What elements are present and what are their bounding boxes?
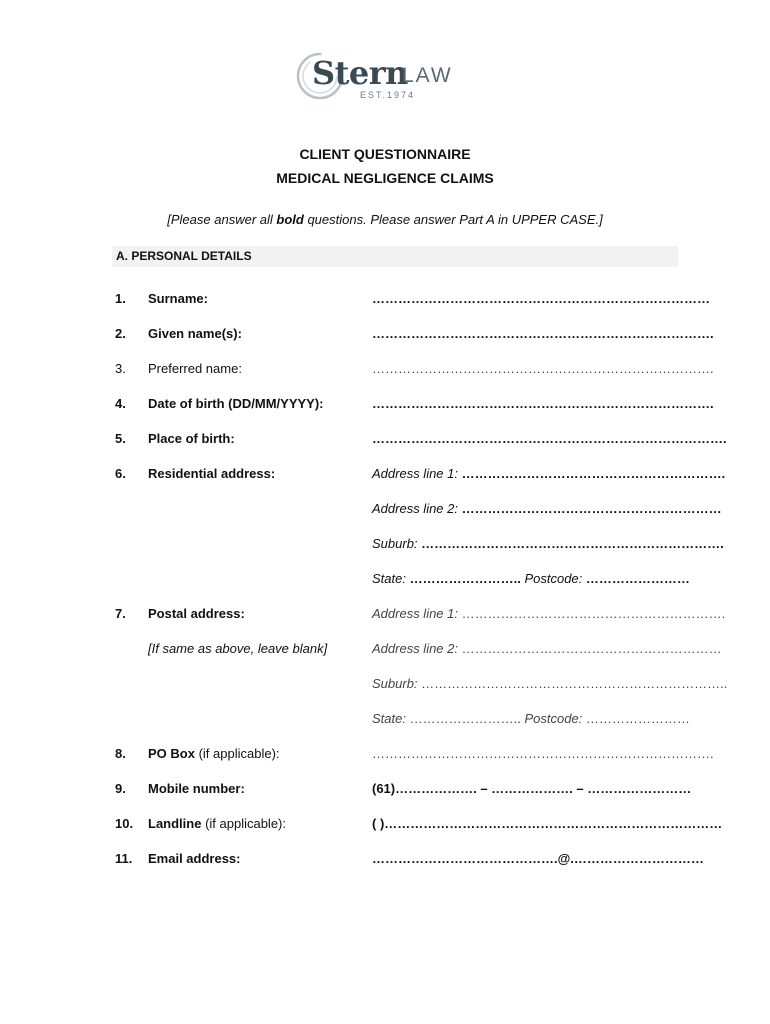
field-preferred-name: 3. Preferred name: ……………………………………………………………………. — [115, 361, 714, 376]
residential-state-postcode-row — [0, 571, 770, 591]
email-address-input[interactable]: …………………………………….@.………………………… — [372, 851, 704, 866]
instruction-bold-word: bold — [276, 212, 304, 227]
field-landline: 10. Landline (if applicable): ( )…………………………………………………………………… — [115, 816, 723, 831]
date-of-birth-input[interactable]: ……………………………………………………………………. — [372, 396, 714, 411]
field-postal-address: 7. Postal address: Address line 1: ……………………………………………………. — [115, 606, 726, 621]
logo-law-text: LAW — [402, 64, 453, 87]
field-place-of-birth: 5. Place of birth: ………………………………………………………………………. — [115, 431, 727, 446]
residential-suburb[interactable]: Suburb: ……………………………………………………………. — [372, 536, 724, 551]
logo-brand-text: Stern — [312, 54, 408, 92]
mobile-number-input[interactable]: (61)………………. – ………………. – …………………… — [372, 781, 692, 796]
given-names-input[interactable]: ……………………………………………………………………. — [372, 326, 714, 341]
section-a-header: A. PERSONAL DETAILS — [112, 246, 678, 267]
residential-address-line2-row — [0, 501, 770, 521]
postal-suburb[interactable]: Suburb: …………………………………………………………….. — [372, 676, 728, 691]
postal-address-note: [If same as above, leave blank] — [148, 641, 328, 656]
field-surname: 1. Surname: …………………………………………………………………… — [115, 291, 710, 306]
place-of-birth-input[interactable]: ………………………………………………………………………. — [372, 431, 727, 446]
residential-state-postcode[interactable]: State: …………………….. Postcode: …………………… — [372, 571, 690, 586]
field-po-box: 8. PO Box (if applicable): ……………………………………………………………………. — [115, 746, 714, 761]
postal-state-postcode[interactable]: State: …………………….. Postcode: …………………… — [372, 711, 690, 726]
postal-address-line1[interactable]: Address line 1: ……………………………………………………. — [372, 606, 726, 621]
field-date-of-birth: 4. Date of birth (DD/MM/YYYY): ……………………………………………………………………. — [115, 396, 714, 411]
postal-address-line2[interactable]: Address line 2: …………………………………………………… — [372, 641, 722, 656]
residential-suburb-row — [0, 536, 770, 556]
stern-law-logo — [296, 50, 476, 106]
document-subtitle: MEDICAL NEGLIGENCE CLAIMS — [276, 170, 494, 186]
document-title: CLIENT QUESTIONNAIRE — [299, 146, 471, 162]
preferred-name-input[interactable]: ……………………………………………………………………. — [372, 361, 714, 376]
field-given-names: 2. Given name(s): ……………………………………………………………………. — [115, 326, 714, 341]
logo-est-text: EST.1974 — [360, 90, 416, 100]
po-box-input[interactable]: ……………………………………………………………………. — [372, 746, 714, 761]
surname-input[interactable]: …………………………………………………………………… — [372, 291, 710, 306]
field-residential-address: 6. Residential address: Address line 1: ……………………………………………………. — [115, 466, 726, 481]
residential-address-line1[interactable]: Address line 1: ……………………………………………………. — [372, 466, 726, 481]
landline-input[interactable]: ( )…………………………………………………………………… — [372, 816, 723, 831]
instruction-text: [Please answer all bold questions. Please answer Part A in UPPER CASE.] — [167, 212, 603, 227]
postal-suburb-row — [0, 676, 770, 696]
field-email-address: 11. Email address: …………………………………….@.………………………… — [115, 851, 704, 866]
residential-address-line2[interactable]: Address line 2: …………………………………………………… — [372, 501, 722, 516]
field-mobile-number: 9. Mobile number: (61)………………. – ………………. – …………………… — [115, 781, 692, 796]
postal-address-line2-row — [0, 641, 770, 661]
postal-state-postcode-row — [0, 711, 770, 731]
